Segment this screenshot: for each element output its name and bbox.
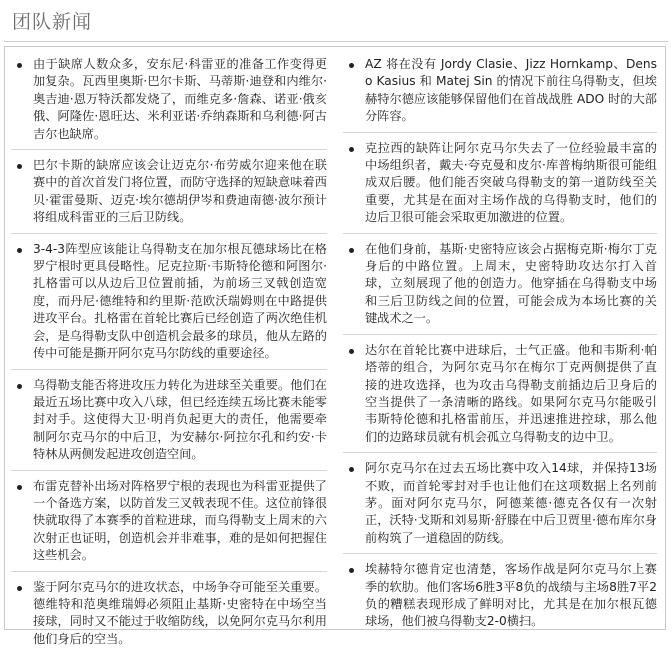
news-item: 鉴于阿尔克马尔的进攻状态，中场争夺可能至关重要。德维特和范奥维瑞姆必须阻止基斯·史密特在中场空当接球，同时又不能过于收缩防线，以免阿尔克马尔利用他们身后的空当。 — [11, 576, 327, 654]
news-columns — [5, 47, 665, 646]
news-item: 达尔在首轮比赛中进球后，士气正盛。他和韦斯利·帕塔蒂的组合，为阿尔克马尔在梅尔丁克两侧提供了直接的进攻选择，也为攻击乌得勒支前插边后卫身后的空当提供了一条清晰的路线。如果阿尔克马尔能吸引韦斯特伦德和扎格雷前压，并迅速推进控球，那么他们的边路球员就有机会孤立乌得勒支的边中卫。 — [343, 339, 657, 453]
news-item: 布雷克替补出场对阵格罗宁根的表现也为科雷亚提供了一个备选方案，以防首发三叉戟表现不佳。这位前锋很快就取得了本赛季的首粒进球，而乌得勒支上周末的六次射正也证明，创造机会并非难事，难的是如何把握住这些机会。 — [11, 475, 327, 572]
news-item: 阿尔克马尔在过去五场比赛中攻入14球，并保持13场不败，而首轮零封对手也让他们在这项数据上名列前茅。面对阿尔克马尔，阿德莱德·德克各仅有一次射正，沃特·戈斯和刘易斯·舒滕在中后卫贾里·德布库尔身前构筑了一道稳固的防线。 — [343, 457, 657, 554]
section-title: 团队新闻 — [12, 11, 93, 33]
news-column-left — [11, 53, 335, 646]
news-item: 埃赫特尔德肯定也清楚，客场作战是阿尔克马尔上赛季的软肋。他们客场6胜3平8负的战绩与主场8胜7平2负的糟糕表现形成了鲜明对比，尤其是在加尔根瓦德球场，他们被乌得勒支2-0横扫。 — [343, 558, 657, 637]
news-panel — [4, 46, 666, 646]
news-item: 巴尔卡斯的缺席应该会让迈克尔·布劳威尔迎来他在联赛中的首次首发门将位置，而防守选择的短缺意味着西贝·霍雷曼斯、迈克·埃尔德胡伊岑和费迪南德·波尔预计将组成科雷亚的三后卫防线。 — [11, 154, 327, 234]
news-column-right — [335, 53, 659, 629]
news-item: 由于缺席人数众多，安东尼·科雷亚的准备工作变得更加复杂。瓦西里奥斯·巴尔卡斯、马蒂斯·迪登和内维尔·奥吉迪·恩万特沃都发烧了，而维克多·詹森、诺亚·俄亥俄、阿隆佐·恩旺达、米利亚诺·乔纳森斯和乌利德·阿古吉尔也缺席。 — [11, 53, 327, 150]
news-item: 3-4-3阵型应该能让乌得勒支在加尔根瓦德球场比在格罗宁根时更具侵略性。尼克拉斯·韦斯特伦德和阿图尔·扎格雷可以从边后卫位置前插，为前场三叉戟创造宽度，而丹尼·德维特和约里斯·范欧沃瑞姆则在中路提供进攻平台。扎格雷在首轮比赛后已经创造了两次绝佳机会，是乌得勒支队中创造机会最多的球员，他从左路的传中可能是撕开阿尔克马尔防线的重要途径。 — [11, 238, 327, 370]
news-list-left — [11, 53, 327, 654]
news-item: 克拉西的缺阵让阿尔克马尔失去了一位经验最丰富的中场组织者，戴夫·夸克曼和皮尔·库普梅纳斯很可能组成双后腰。他们能否突破乌得勒支的第一道防线至关重要，尤其是在面对主场作战的乌得勒支时，他们的边后卫很可能会采取更加激进的位置。 — [343, 137, 657, 234]
news-list-right — [343, 53, 657, 637]
news-item: 乌得勒支能否将进攻压力转化为进球至关重要。他们在最近五场比赛中攻入八球，但已经连续五场比赛未能零封对手。这使得大卫·明肖负起更大的责任，他需要牵制阿尔克马尔的中后卫，为安赫尔·阿拉尔孔和约安·卡特林从两侧发起进攻创造空间。 — [11, 374, 327, 471]
section-header — [4, 0, 668, 42]
news-item: AZ 将在没有 Jordy Clasie、Jizz Hornkamp、Denso Kasius 和 Matej Sin 的情况下前往乌得勒支，但埃赫特尔德应该能够保留他们在首战战胜 ADO 时的大部分阵容。 — [343, 53, 657, 133]
news-item: 在他们身前，基斯·史密特应该会占据梅克斯·梅尔丁克身后的中路位置。上周末，史密特助攻达尔打入首球，立刻展现了他的创造力。他穿插在乌得勒支中场和三后卫防线之间的位置，可能会成为本场比赛的关键战术之一。 — [343, 238, 657, 335]
